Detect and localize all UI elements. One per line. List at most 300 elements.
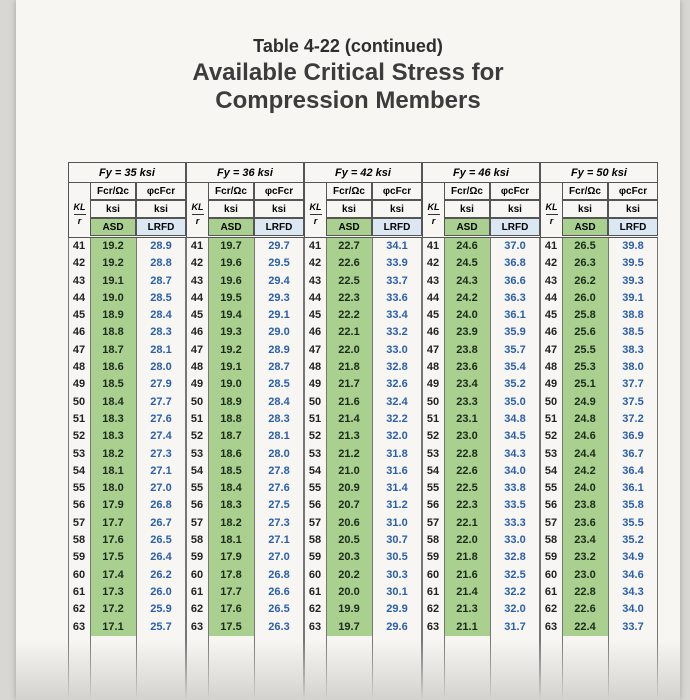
- kl-r-value: 56: [308, 499, 322, 512]
- lrfd-stress-header: φcFcr: [136, 182, 186, 200]
- asd-value: 21.8: [326, 359, 372, 376]
- table-row: [68, 376, 186, 393]
- kl-over-r-header: [304, 182, 326, 238]
- asd-value: 18.9: [208, 394, 254, 411]
- asd-value: 18.1: [90, 463, 136, 480]
- lrfd-value: 26.6: [268, 585, 290, 598]
- asd-value: 18.3: [208, 497, 254, 514]
- table-row: [304, 567, 422, 584]
- kl-r-value: 53: [190, 447, 204, 460]
- table-row: [68, 290, 186, 307]
- kl-r-value: 56: [544, 499, 558, 512]
- asd-value: 24.6: [562, 428, 608, 445]
- lrfd-value: 33.4: [386, 309, 408, 322]
- fraction-bar: [310, 214, 322, 215]
- asd-value: 18.7: [208, 428, 254, 445]
- asd-value: 26.3: [562, 255, 608, 272]
- lrfd-value: 28.3: [268, 412, 290, 425]
- asd-value: 23.9: [444, 324, 490, 341]
- table-row: [304, 428, 422, 445]
- table-row: [304, 549, 422, 566]
- table-row: [422, 290, 540, 307]
- asd-value: 18.7: [90, 342, 136, 359]
- table-row: [540, 601, 658, 618]
- lrfd-value: 27.1: [150, 464, 172, 477]
- lrfd-value: 35.0: [504, 395, 526, 408]
- lrfd-value: 28.8: [150, 257, 172, 270]
- kl-r-value: 55: [72, 482, 86, 495]
- kl-r-value: 63: [544, 620, 558, 633]
- asd-value: 18.4: [208, 480, 254, 497]
- kl-numerator: KL: [191, 202, 204, 212]
- table-row: [186, 428, 304, 445]
- kl-r-value: 56: [190, 499, 204, 512]
- asd-value: 24.8: [562, 411, 608, 428]
- yield-strength-header: Fy = 50 ksi: [540, 162, 658, 182]
- asd-value: 17.5: [90, 549, 136, 566]
- lrfd-value: 35.7: [504, 343, 526, 356]
- asd-value: 19.2: [90, 255, 136, 272]
- table-row: [540, 411, 658, 428]
- table-row: [304, 394, 422, 411]
- lrfd-label: LRFD: [254, 218, 304, 236]
- asd-value: 18.3: [90, 411, 136, 428]
- lrfd-unit: ksi: [372, 200, 422, 218]
- lrfd-value: 27.6: [150, 412, 172, 425]
- table-row: [304, 515, 422, 532]
- lrfd-value: 35.4: [504, 361, 526, 374]
- asd-value: 18.2: [90, 446, 136, 463]
- table-row: [186, 584, 304, 601]
- table-row: [68, 619, 186, 636]
- lrfd-value: 33.9: [386, 257, 408, 270]
- asd-value: 17.9: [90, 497, 136, 514]
- asd-unit: ksi: [90, 200, 136, 218]
- kl-r-value: 57: [72, 516, 86, 529]
- table-row: [540, 273, 658, 290]
- lrfd-value: 35.2: [622, 534, 644, 547]
- kl-r-value: 48: [72, 361, 86, 374]
- kl-r-value: 62: [426, 603, 440, 616]
- lrfd-value: 36.6: [504, 274, 526, 287]
- lrfd-value: 27.1: [268, 534, 290, 547]
- lrfd-value: 37.0: [504, 240, 526, 252]
- kl-r-value: 43: [544, 274, 558, 287]
- asd-value: 21.4: [444, 584, 490, 601]
- kl-r-value: 62: [72, 603, 86, 616]
- lrfd-value: 38.8: [622, 309, 644, 322]
- table-row: [68, 584, 186, 601]
- lrfd-value: 27.3: [268, 516, 290, 529]
- kl-r-value: 60: [72, 568, 86, 581]
- lrfd-value: 36.1: [622, 482, 644, 495]
- asd-value: 24.4: [562, 446, 608, 463]
- asd-value: 19.6: [208, 255, 254, 272]
- lrfd-value: 34.9: [622, 551, 644, 564]
- column-divider: [304, 238, 305, 700]
- lrfd-value: 28.9: [150, 240, 172, 252]
- kl-r-value: 50: [190, 395, 204, 408]
- lrfd-label: LRFD: [490, 218, 540, 236]
- lrfd-label: LRFD: [608, 218, 658, 236]
- table-row: [186, 549, 304, 566]
- kl-r-value: 48: [426, 361, 440, 374]
- yield-strength-header: Fy = 35 ksi: [68, 162, 186, 182]
- asd-unit: ksi: [444, 200, 490, 218]
- fy-group-1: [68, 162, 186, 700]
- lrfd-value: 30.5: [386, 551, 408, 564]
- lrfd-unit: ksi: [490, 200, 540, 218]
- table-row: [540, 567, 658, 584]
- asd-value: 25.1: [562, 376, 608, 393]
- lrfd-value: 34.3: [622, 585, 644, 598]
- column-divider: [562, 238, 563, 700]
- kl-r-value: 53: [426, 447, 440, 460]
- asd-value: 24.0: [562, 480, 608, 497]
- kl-r-value: 44: [72, 291, 86, 304]
- table-row: [68, 307, 186, 324]
- kl-r-value: 44: [308, 291, 322, 304]
- asd-stress-header: Fcr/Ωc: [208, 182, 254, 200]
- asd-value: 19.2: [90, 238, 136, 255]
- asd-value: 22.3: [326, 290, 372, 307]
- header-rule: [422, 237, 540, 238]
- lrfd-value: 37.5: [622, 395, 644, 408]
- column-divider: [540, 238, 541, 700]
- table-row: [304, 480, 422, 497]
- asd-value: 19.0: [208, 376, 254, 393]
- kl-r-value: 42: [72, 257, 86, 270]
- lrfd-value: 27.0: [268, 551, 290, 564]
- kl-r-value: 42: [190, 257, 204, 270]
- column-divider: [490, 238, 491, 700]
- table-row: [304, 584, 422, 601]
- lrfd-value: 26.8: [150, 499, 172, 512]
- lrfd-value: 27.8: [268, 464, 290, 477]
- table-row: [540, 359, 658, 376]
- table-title-line-1: Available Critical Stress for: [192, 59, 504, 86]
- lrfd-value: 26.0: [150, 585, 172, 598]
- fraction-bar: [74, 214, 86, 215]
- table-row: [68, 238, 186, 255]
- kl-r-value: 50: [544, 395, 558, 408]
- asd-stress-header: Fcr/Ωc: [326, 182, 372, 200]
- lrfd-value: 31.4: [386, 482, 408, 495]
- header-rule: [540, 237, 658, 238]
- kl-numerator: KL: [73, 202, 86, 212]
- kl-r-value: 42: [544, 257, 558, 270]
- kl-r-value: 43: [190, 274, 204, 287]
- table-row: [68, 324, 186, 341]
- lrfd-value: 25.9: [150, 603, 172, 616]
- table-row: [540, 480, 658, 497]
- lrfd-value: 28.0: [268, 447, 290, 460]
- kl-r-value: 54: [72, 464, 86, 477]
- table-row: [422, 532, 540, 549]
- asd-value: 26.5: [562, 238, 608, 255]
- asd-value: 20.9: [326, 480, 372, 497]
- lrfd-value: 33.8: [504, 482, 526, 495]
- table-row: [68, 394, 186, 411]
- asd-value: 21.0: [326, 463, 372, 480]
- kl-numerator: KL: [309, 202, 322, 212]
- lrfd-value: 37.2: [622, 412, 644, 425]
- header-rule: [304, 237, 422, 238]
- table-row: [68, 549, 186, 566]
- asd-value: 17.1: [90, 619, 136, 636]
- asd-value: 17.6: [208, 601, 254, 618]
- asd-label: ASD: [90, 218, 136, 236]
- lrfd-value: 31.0: [386, 516, 408, 529]
- table-row: [68, 359, 186, 376]
- asd-value: 23.6: [444, 359, 490, 376]
- table-row: [186, 359, 304, 376]
- asd-value: 26.2: [562, 273, 608, 290]
- kl-r-value: 47: [190, 343, 204, 356]
- column-divider: [136, 238, 137, 700]
- kl-r-value: 58: [72, 534, 86, 547]
- table-row: [304, 273, 422, 290]
- asd-value: 19.7: [208, 238, 254, 255]
- asd-value: 23.6: [562, 515, 608, 532]
- kl-r-value: 43: [426, 274, 440, 287]
- fy-group-5: [540, 162, 658, 700]
- kl-r-value: 43: [308, 274, 322, 287]
- asd-value: 22.5: [326, 273, 372, 290]
- kl-denominator: r: [431, 216, 436, 226]
- kl-r-value: 59: [190, 551, 204, 564]
- kl-r-value: 49: [72, 378, 86, 391]
- data-rows: [422, 238, 540, 636]
- table-row: [422, 342, 540, 359]
- lrfd-stress-header: φcFcr: [608, 182, 658, 200]
- asd-unit: ksi: [326, 200, 372, 218]
- asd-value: 24.9: [562, 394, 608, 411]
- table-row: [304, 324, 422, 341]
- kl-r-value: 46: [190, 326, 204, 339]
- asd-value: 23.3: [444, 394, 490, 411]
- table-row: [422, 601, 540, 618]
- column-divider: [444, 238, 445, 700]
- title-block: [16, 36, 680, 115]
- lrfd-value: 32.0: [504, 603, 526, 616]
- kl-r-value: 48: [190, 361, 204, 374]
- kl-r-value: 63: [190, 620, 204, 633]
- asd-value: 25.8: [562, 307, 608, 324]
- table-row: [422, 463, 540, 480]
- table-row: [186, 290, 304, 307]
- lrfd-value: 33.7: [622, 620, 644, 633]
- asd-value: 21.4: [326, 411, 372, 428]
- lrfd-value: 31.2: [386, 499, 408, 512]
- table-row: [186, 601, 304, 618]
- table-row: [186, 342, 304, 359]
- asd-value: 24.0: [444, 307, 490, 324]
- asd-value: 17.2: [90, 601, 136, 618]
- lrfd-value: 32.0: [386, 430, 408, 443]
- lrfd-value: 35.2: [504, 378, 526, 391]
- asd-value: 17.5: [208, 619, 254, 636]
- kl-r-value: 55: [308, 482, 322, 495]
- lrfd-value: 39.8: [622, 240, 644, 252]
- asd-value: 20.7: [326, 497, 372, 514]
- asd-unit: ksi: [562, 200, 608, 218]
- asd-value: 17.7: [208, 584, 254, 601]
- lrfd-value: 31.6: [386, 464, 408, 477]
- table-row: [422, 255, 540, 272]
- kl-denominator: r: [195, 216, 200, 226]
- lrfd-value: 33.2: [386, 326, 408, 339]
- kl-denominator: r: [549, 216, 554, 226]
- table-row: [540, 394, 658, 411]
- table-row: [540, 324, 658, 341]
- data-rows: [304, 238, 422, 636]
- column-divider: [186, 238, 187, 700]
- table-row: [68, 497, 186, 514]
- column-divider: [68, 238, 69, 700]
- kl-r-value: 55: [426, 482, 440, 495]
- table-row: [186, 480, 304, 497]
- asd-value: 24.2: [562, 463, 608, 480]
- yield-strength-header: Fy = 46 ksi: [422, 162, 540, 182]
- asd-value: 26.0: [562, 290, 608, 307]
- table-row: [186, 307, 304, 324]
- lrfd-value: 29.0: [268, 326, 290, 339]
- asd-value: 21.8: [444, 549, 490, 566]
- kl-numerator: KL: [545, 202, 558, 212]
- kl-r-value: 41: [308, 240, 322, 252]
- table-row: [422, 376, 540, 393]
- asd-value: 17.8: [208, 567, 254, 584]
- asd-value: 19.2: [208, 342, 254, 359]
- asd-value: 21.2: [326, 446, 372, 463]
- table-row: [304, 359, 422, 376]
- lrfd-value: 32.8: [386, 361, 408, 374]
- lrfd-value: 26.7: [150, 516, 172, 529]
- table-row: [68, 567, 186, 584]
- lrfd-value: 36.1: [504, 309, 526, 322]
- lrfd-value: 27.3: [150, 447, 172, 460]
- lrfd-value: 28.1: [268, 430, 290, 443]
- lrfd-value: 35.9: [504, 326, 526, 339]
- kl-r-value: 56: [426, 499, 440, 512]
- table-row: [186, 255, 304, 272]
- lrfd-value: 29.5: [268, 257, 290, 270]
- lrfd-unit: ksi: [608, 200, 658, 218]
- kl-r-value: 48: [308, 361, 322, 374]
- table-row: [68, 601, 186, 618]
- table-row: [422, 428, 540, 445]
- asd-value: 24.6: [444, 238, 490, 255]
- table-row: [540, 515, 658, 532]
- table-row: [304, 290, 422, 307]
- kl-r-value: 52: [190, 430, 204, 443]
- table-row: [68, 515, 186, 532]
- kl-r-value: 42: [308, 257, 322, 270]
- kl-r-value: 62: [190, 603, 204, 616]
- lrfd-value: 27.4: [150, 430, 172, 443]
- kl-r-value: 41: [190, 240, 204, 252]
- asd-value: 20.5: [326, 532, 372, 549]
- table-row: [186, 394, 304, 411]
- table-row: [540, 255, 658, 272]
- asd-value: 23.8: [562, 497, 608, 514]
- lrfd-value: 32.6: [386, 378, 408, 391]
- lrfd-value: 28.4: [150, 309, 172, 322]
- lrfd-value: 36.7: [622, 447, 644, 460]
- kl-r-value: 46: [426, 326, 440, 339]
- lrfd-value: 34.3: [504, 447, 526, 460]
- lrfd-value: 34.8: [504, 412, 526, 425]
- lrfd-value: 34.0: [504, 464, 526, 477]
- kl-r-value: 61: [426, 585, 440, 598]
- kl-r-value: 61: [72, 585, 86, 598]
- kl-r-value: 52: [308, 430, 322, 443]
- table-row: [422, 497, 540, 514]
- table-row: [304, 601, 422, 618]
- kl-r-value: 57: [544, 516, 558, 529]
- kl-r-value: 60: [544, 568, 558, 581]
- kl-r-value: 54: [190, 464, 204, 477]
- kl-r-value: 41: [72, 240, 86, 252]
- lrfd-value: 32.2: [504, 585, 526, 598]
- column-divider: [422, 238, 423, 700]
- lrfd-value: 28.0: [150, 361, 172, 374]
- column-divider: [208, 238, 209, 700]
- kl-denominator: r: [77, 216, 82, 226]
- asd-value: 24.3: [444, 273, 490, 290]
- asd-value: 18.8: [208, 411, 254, 428]
- table-row: [304, 619, 422, 636]
- asd-value: 17.9: [208, 549, 254, 566]
- lrfd-value: 33.5: [504, 499, 526, 512]
- lrfd-label: LRFD: [136, 218, 186, 236]
- table-row: [540, 307, 658, 324]
- table-row: [422, 446, 540, 463]
- data-rows: [186, 238, 304, 636]
- kl-r-value: 63: [308, 620, 322, 633]
- table-row: [540, 584, 658, 601]
- table-row: [540, 376, 658, 393]
- lrfd-value: 27.9: [150, 378, 172, 391]
- table-row: [540, 549, 658, 566]
- table-row: [422, 324, 540, 341]
- kl-r-value: 47: [426, 343, 440, 356]
- header-rule: [68, 237, 186, 238]
- lrfd-stress-header: φcFcr: [372, 182, 422, 200]
- lrfd-value: 28.3: [150, 326, 172, 339]
- asd-value: 17.6: [90, 532, 136, 549]
- kl-r-value: 53: [308, 447, 322, 460]
- kl-r-value: 58: [426, 534, 440, 547]
- asd-value: 19.6: [208, 273, 254, 290]
- asd-value: 18.1: [208, 532, 254, 549]
- table-number: Table 4-22 (continued): [253, 36, 443, 56]
- asd-value: 20.6: [326, 515, 372, 532]
- table-row: [422, 515, 540, 532]
- table-title-line-2: Compression Members: [215, 87, 481, 114]
- asd-value: 21.7: [326, 376, 372, 393]
- lrfd-value: 32.4: [386, 395, 408, 408]
- kl-over-r-header: [68, 182, 90, 238]
- kl-r-value: 63: [72, 620, 86, 633]
- lrfd-value: 37.7: [622, 378, 644, 391]
- lrfd-value: 29.3: [268, 291, 290, 304]
- kl-r-value: 50: [426, 395, 440, 408]
- kl-r-value: 49: [190, 378, 204, 391]
- table-row: [422, 359, 540, 376]
- lrfd-unit: ksi: [136, 200, 186, 218]
